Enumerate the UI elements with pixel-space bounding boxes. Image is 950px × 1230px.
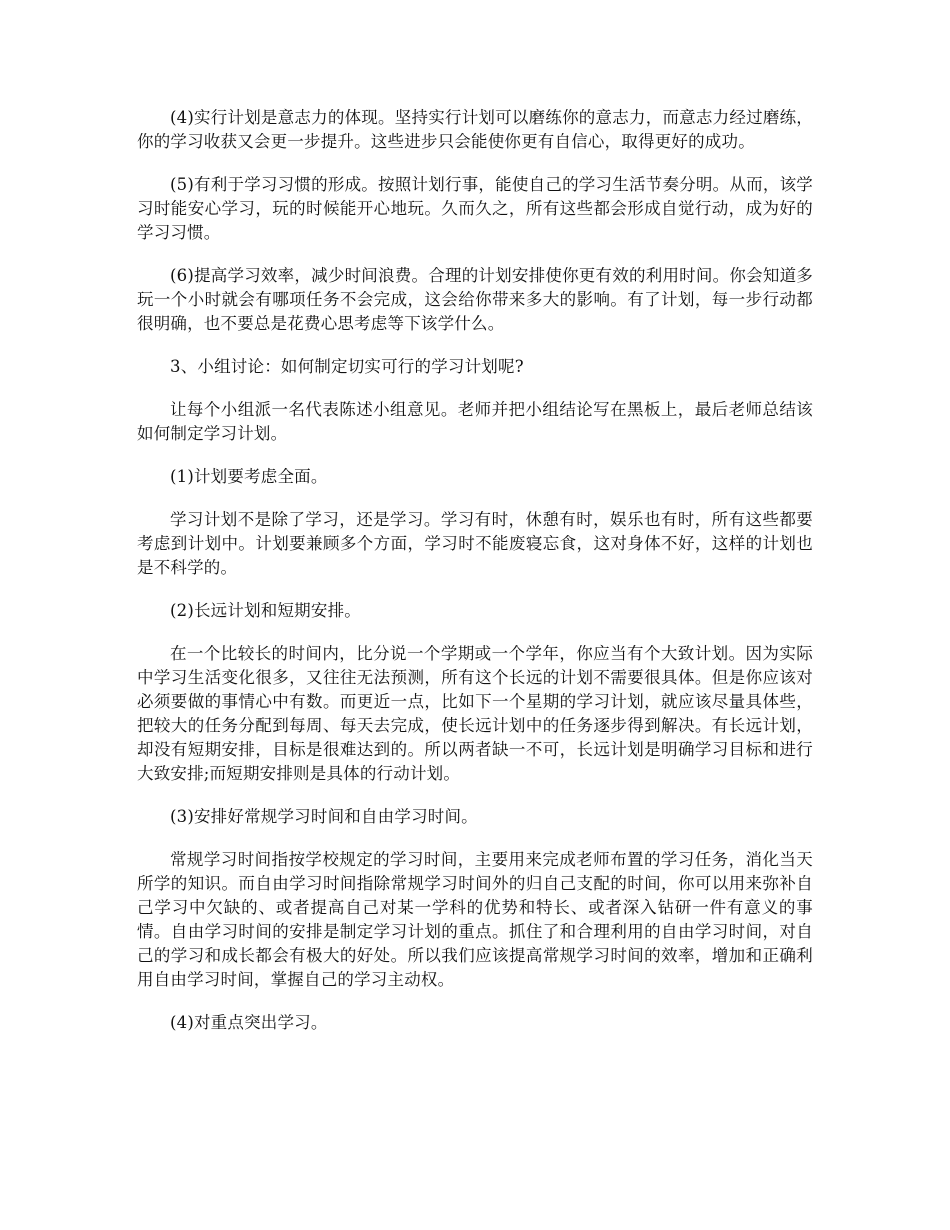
section-heading-group-discussion: 3、小组讨论：如何制定切实可行的学习计划呢? — [170, 357, 524, 376]
paragraph-study-habits: (5)有利于学习习惯的形成。按照计划行事，能使自己的学习生活节奏分明。从而，该学习时能安心学习，玩的时候能开心地玩。久而久之，所有这些都会形成自觉行动，成为好的学习习惯。 — [137, 175, 813, 242]
paragraph-efficiency: (6)提高学习效率，减少时间浪费。合理的计划安排使你更有效的利用时间。你会知道多玩一个小时就会有哪项任务不会完成，这会给你带来多大的影响。有了计划，每一步行动都很明确，也不要总是花费心思考虑等下该学什么。 — [137, 266, 813, 333]
subheading-regular-free-time: (3)安排好常规学习时间和自由学习时间。 — [170, 807, 478, 826]
paragraph-group-representative: 让每个小组派一名代表陈述小组意见。老师并把小组结论写在黑板上，最后老师总结该如何制定学习计划。 — [137, 400, 813, 443]
paragraph-regular-free-time: 常规学习时间指按学校规定的学习时间，主要用来完成老师布置的学习任务，消化当天所学的知识。而自由学习时间指除常规学习时间外的归自己支配的时间，你可以用来弥补自己学习中欠缺的、或者提高自己对某一学科的优势和特长、或者深入钻研一件有意义的事情。自由学习时间的安排是制定学习计划的重点。抓住了和合理利用的自由学习时间，对自己的学习和成长都会有极大的好处。所以我们应该提高常规学习时间的效率，增加和正确利用自由学习时间，掌握自己的学习主动权。 — [137, 850, 813, 989]
paragraph-comprehensive-plan: 学习计划不是除了学习，还是学习。学习有时，休憩有时，娱乐也有时，所有这些都要考虑到计划中。计划要兼顾多个方面，学习时不能废寝忘食，这对身体不好，这样的计划也是不科学的。 — [137, 510, 813, 577]
subheading-long-short-plan: (2)长远计划和短期安排。 — [170, 601, 361, 620]
subheading-focus-key-points: (4)对重点突出学习。 — [170, 1013, 328, 1032]
paragraph-willpower: (4)实行计划是意志力的体现。坚持实行计划可以磨练你的意志力，而意志力经过磨练，你的学习收获又会更一步提升。这些进步只会能使你更有自信心，取得更好的成功。 — [137, 108, 813, 151]
paragraph-long-short-plan: 在一个比较长的时间内，比分说一个学期或一个学年，你应当有个大致计划。因为实际中学习生活变化很多，又往往无法预测，所有这个长远的计划不需要很具体。但是你应该对必须要做的事情心中有数。而更近一点，比如下一个星期的学习计划，就应该尽量具体些，把较大的任务分配到每周、每天去完成，使长远计划中的任务逐步得到解决。有长远计划，却没有短期安排，目标是很难达到的。所以两者缺一不可，长远计划是明确学习目标和进行大致安排;而短期安排则是具体的行动计划。 — [137, 644, 813, 783]
subheading-comprehensive-plan: (1)计划要考虑全面。 — [170, 467, 328, 486]
document-page — [137, 106, 813, 1054]
